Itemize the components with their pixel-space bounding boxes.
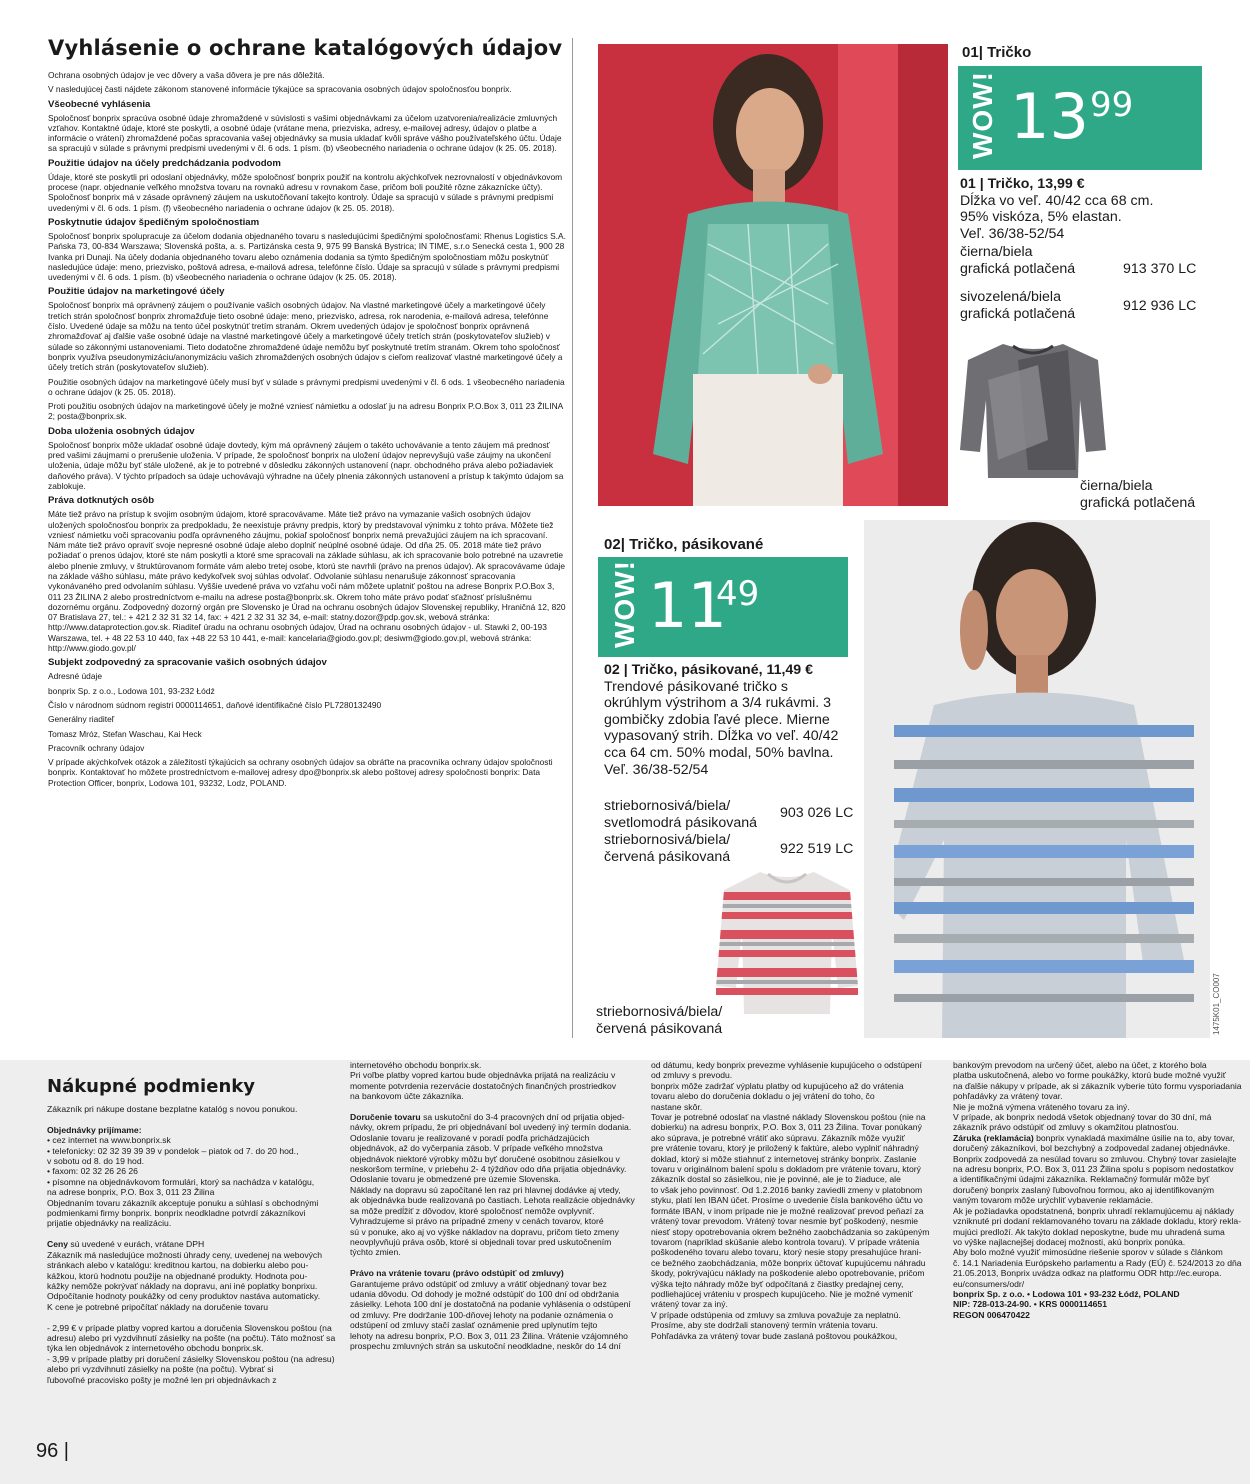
privacy-intro-1: Ochrana osobných údajov je vec dôvery a vaša dôvera je pre nás dôležitá.: [48, 70, 325, 80]
product2-description: [604, 662, 866, 778]
privacy-section-heading: Subjekt zodpovedný za spracovanie vašich osobných údajov: [48, 657, 327, 669]
product1-variant-2: [960, 289, 1100, 322]
product2-price-dec: 49: [716, 574, 760, 614]
product2-main-photo: [864, 520, 1210, 1038]
product1-price-badge: [958, 66, 1202, 170]
product1-number: 01: [962, 44, 979, 61]
privacy-paragraph: Adresné údaje: [48, 671, 103, 682]
wow-badge: WOW!: [967, 71, 998, 159]
privacy-paragraph: Pracovník ochrany údajov: [48, 742, 145, 753]
conditions-column-4: bankovým prevodom na určený účet, alebo na účet, z ktorého bola platba uskutočnená, alebo vo forme poukážky, ktorú bude možné využiť na ďalšie nákupy v prípade, ak si zákazník vyberie túto formu vysporiadania pohľadávky za vrátený tovar. Nie je možná výmena vráteného tovaru za iný. V prípade, ak bonprix nedodá všetok objednaný tovar do 30 dní, má zákazník právo odstúpiť od zmluvy s okamžitou platnosťou. Záruka (reklamácia) bonprix vynakladá maximálne úsilie na to, aby tovar, doručený zákazníkovi, bol bezchybný a zodpovedal zadanej objednávke. Bonprix zodpovedá za nesúlad tovaru so zmluvou. Chybný tovar zasielajte na adresu bonprix, P.O. Box 3, 011 23 Žilina spolu s popisom nedostatkov a identifikačnými údajmi zákazníka. Reklamačný formulár môže byť doručený bonprix zaslaný ľubovoľnou formou, ako aj identifikovaným vaným tovarom môže urýchliť vybavenie reklamácie. Ak je požiadavka opodstatnená, bonprix uhradí reklamujúcemu aj náklady vzniknuté pri dodaní reklamovaného tovaru na základe dokladu, ktorý rekla- mujúci predloží. Ak takýto doklad neposkytne, bude mu uhradená suma vo výške najlacnejšej dodacej možnosti, akú bonprix ponúka. Aby bolo možné využiť mimosúdne riešenie sporov v súlade s článkom č. 14.1 Nariadenia Európskeho parlamentu a Rady (EÚ) č. 524/2013 zo dňa 21.05.2013, Bonprix uvádza odkaz na platformu ODR http://ec.europa. eu/consumers/odr/ bonprix Sp. z o.o. • Lodowa 101 • 93-232 Łódź, POLAND NIP: 728-013-24-90. • KRS 0000114651 REGON 006470422: [953, 1060, 1242, 1320]
product1-name: Tričko: [987, 44, 1032, 61]
privacy-paragraph: Proti použitiu osobných údajov na marketingové účely je možné vzniesť námietku a odoslať ju na adresu Bonprix P.O.Box 3, 011 23 ŽILINA 2; posta@bonprix.sk.: [48, 401, 563, 422]
product2-thumbnail: [712, 868, 862, 1016]
product2-price-int: 11: [648, 569, 727, 642]
variant-pattern: grafická potlačená: [960, 260, 1076, 277]
privacy-paragraph: Máte tiež právo na prístup k svojim osobným údajom, ktoré spracovávame. Máte tiež právo na vymazanie vašich osobných údajov uložených spoločnosťou bonprix za predpokladu, že neexistuje právny predpis, ktorý by predstavoval výnimku z tohto práva. Môžete tiež vzniesť námietku voči spracovaniu podľa oprávneného záujmu, pokiaľ spoločnosť bonprix nemá prevažujúci záujem na ich spracovaní. Nám máte tiež právo opraviť svoje nepresné osobné údaje alebo doplniť neúplné osobné údaje. Od dňa 25. 05. 2018 máte tiež právo požiadať o prenos údajov, ktoré ste nám poskytli a ktoré sme spracovali na základe súhlasu, ak ich spracovanie bolo potrebné na uzavretie alebo plnenie zmluvy, v štruktúrovanom formáte vám alebo tretej osobe, ktorú ste navrhli (právo na prenos údajov). Ak spracovávame údaje na základe vášho súhlasu, máte právo kedykoľvek svoj súhlas odvolať. Odvolanie súhlasu nenarušuje zákonnosť spracovania vykonávaného pred odvolaním súhlasu. Vyššie uvedené práva vo vzťahu voči nám môžete uplatniť poštou na adrese Bonprix P.O.Box 3, 011 23 ŽILINA 2 alebo prostredníctvom e-mailu na adrese posta@bonprix.sk. Okrem toho máte právo podať sťažnosť príslušnému dozornému orgánu. Zodpovedný dozorný orgán pre Slovensko je Úrad na ochranu osobných údajov Slovenskej republiky, Hraničná 12, 820 07 Bratislava 27, tel.: + 421 2 32 31 32 14, fax: + 421 2 32 31 32 34, e-mail: statny.dozor@pdp.gov.sk, webová stránka: http://www.dataprotection.gov.sk. Riaditeľ úradu na ochranu osobných údajov, Úrad na ochranu osobných údajov - ul. Stawki 2, 00-193 Warszawa, tel. + 48 22 53 10 440, fax +48 22 53 10 441, e-mail: kancelaria@giodo.gov.pl; desiwm@giodo.gov.pl, webová stránka: http://www.giodo.gov.pl/: [48, 509, 566, 654]
privacy-paragraph: Spoločnosť bonprix spracúva osobné údaje zhromaždené v súvislosti s vašimi objednávkami za účelom uzatvorenia/realizácie zmluvných vzťahov. Kontaktné údaje, ktoré ste poskytli, a osobné údaje (vrátane mena, priezviska, adresy, e-mailovej adresy, údajov o platbe a informácie o vrátení) zhromaždené počas spracovania vašej objednávky sa musia ukladať kvôli správe vášho používateľského účtu. Údaje sa spracujú v súlade s právnymi predpismi uvedenými v čl. 6 ods. 1 písm. (b) všeobecného nariadenia o ochrane údajov (k 25. 05. 2018).: [48, 112, 562, 154]
product2-variant-1-code: 903 026 LC: [780, 805, 854, 821]
variant-color: čierna/biela: [960, 244, 1033, 260]
privacy-statement: [48, 36, 566, 792]
conditions-title: Nákupné podmienky: [47, 1076, 255, 1097]
product1-variant-1: [960, 244, 1100, 277]
privacy-sections: [48, 99, 566, 788]
column-divider: [572, 38, 573, 1038]
privacy-paragraph: Číslo v národnom súdnom registri 0000114651, daňové identifikačné číslo PL7280132490: [48, 699, 382, 710]
product2-thumb-caption: [596, 1004, 722, 1037]
privacy-paragraph: Generálny riaditeľ: [48, 714, 115, 725]
privacy-paragraph: V prípade akýchkoľvek otázok a záležitostí týkajúcich sa ochrany osobných údajov sa obráťte na pracovníka ochrany údajov spoločnosti bonprix. Kontaktovať ho môžete prostredníctvom e-mailovej adresy dpo@bonprix.sk alebo poštovej adresy spoločnosti bonprix: Data Protection Officer, bonprix, Lodowa 101, 93232, Lodz, POLAND.: [48, 757, 553, 788]
privacy-intro-2: V nasledujúcej časti nájdete zákonom stanovené informácie týkajúce sa spracovania osobných údajov spoločnosťou bonprix.: [48, 84, 512, 95]
product2-desc-line: okrúhlym výstrihom a 3/4 rukávmi. 3: [604, 695, 832, 712]
product1-price-dec: 99: [1090, 85, 1134, 125]
product2-desc-title: 02 | Tričko, pásikované, 11,49 €: [604, 662, 814, 678]
product1-heading: 01| Tričko: [962, 44, 1032, 61]
conditions-column-2: internetového obchodu bonprix.sk. Pri voľbe platby vopred kartou bude objednávka prijatá na realizáciu v momente potvrdenia rezervácie dostatočných finančných prostriedkov na bankovom účte zákazníka. Doručenie tovaru sa uskutoční do 3-4 pracovných dní od prijatia objed- návky, okrem prípadu, že pri objednávaní bol uvedený iný termín dodania. Odoslanie tovaru je realizované v poradí podľa prichádzajúcich objednávok, až do vyčerpania zásob. V prípade veľkého množstva objednávok niektoré výrobky môžu byť doručené osobitnou zásielkou v neskoršom termíne, v priebehu 2- 4 týždňov odo dňa prijatia objednávky. Odoslanie tovaru je obmedzené pre územie Slovenska. Náklady na dopravu sú započítané len raz pri hlavnej dodávke aj vtedy, ak objednávka bude realizovaná po častiach. Lehota realizácie objednávky sa môže predĺžiť z dôvodov, ktoré spoločnosť nemôže ovplyvniť. Vyhradzujeme si právo na prípadné zmeny v cenách tovarov, ktoré sú v ponuke, ako aj vo výške nákladov na dopravu, pričom tieto zmeny neovplyvňujú práva osôb, ktoré si objednali tovar pred uskutočnením týchto zmien. Právo na vrátenie tovaru (právo odstúpiť od zmluvy) Garantujeme právo odstúpiť od zmluvy a vrátiť objednaný tovar bez udania dôvodu. Od dohody je možné odstúpiť do 100 dní od obdržania zásielky. Lehota 100 dní je dostatočná na podanie vyhlásenia o odstúpení od zmluvy. Pre dodržanie 100-dňovej lehoty na podanie oznámenia o odstúpení od zmluvy stačí zaslať oznámenie pred uplynutím tejto lehoty na adresu bonprix, P.O. Box 3, 011 23 Žilina. Vrátenie vzájomného prospechu zmluvných strán sa uskutoční neodkladne, neskôr do 14 dní: [350, 1060, 635, 1351]
product2-name: Tričko, pásikované: [629, 536, 764, 553]
privacy-title: Vyhlásenie o ochrane katalógových údajov: [48, 36, 563, 60]
privacy-section-heading: Poskytnutie údajov špedičným spoločnostiam: [48, 216, 260, 228]
product2-desc-line: Veľ. 36/38-52/54: [604, 761, 709, 778]
privacy-paragraph: bonprix Sp. z o.o., Lodowa 101, 93-232 Łódź: [48, 685, 215, 696]
product1-desc-line: Veľ. 36/38-52/54: [960, 225, 1065, 242]
page-number: 96 |: [36, 1440, 70, 1462]
product2-variant-1: [604, 798, 780, 831]
product2-variant-2: [604, 832, 780, 865]
privacy-section-heading: Všeobecné vyhlásenia: [48, 98, 151, 110]
product1-desc-line: Dĺžka vo veľ. 40/42 cca 68 cm.: [960, 192, 1154, 209]
privacy-paragraph: Tomasz Mróz, Stefan Waschau, Kai Heck: [48, 728, 202, 739]
product2-desc-line: vypasovaný strih. Dĺžka vo veľ. 40/42: [604, 728, 839, 745]
product2-desc-line: Trendové pásikované tričko s: [604, 678, 789, 695]
product1-main-photo: [598, 44, 948, 506]
product2-desc-line: gombičky zdobia ľavé plece. Mierne: [604, 711, 830, 728]
privacy-paragraph: Spoločnosť bonprix má oprávnený záujem o používanie vašich osobných údajov. Na vlastné marketingové účely a marketingové účely tretích strán spoločnosť bonprix zhromažďuje tieto osobné údaje: meno, priezvisko, adresa, rok narodenia, e-mailová adresa, telefónne číslo. Uvedené údaje sa môžu na tento účel poskytnúť tretím stranám. Okrem uvedených údajov je spoločnosť bonprix oprávnená zhromažďovať aj ďalšie vaše osobné údaje na vlastné marketingové účely a marketingové účely tretích strán (poskytovateľov služieb) v súlade so zákonnými ustanoveniami. Tieto dodatočne zhromaždené údaje nemôžu byť poskytnuté tretím stranám. Okrem toho spoločnosť bonprix využíva pseudonymizáciu/anonymizáciu vašich zhromaždených osobných údajov s cieľom realizovať vlastné marketingové účely a účely tretích strán (poskytovateľov služieb).: [48, 300, 563, 373]
product2-heading: 02| Tričko, pásikované: [604, 536, 764, 553]
variant-color: striebornosivá/biela/: [604, 798, 731, 814]
privacy-paragraph: Údaje, ktoré ste poskytli pri odoslaní objednávky, môže spoločnosť bonprix použiť na kontrolu akýchkoľvek nezrovnalostí v objednávkovom procese (napr. objednanie veľkého množstva tovaru na rovnakú adresu v rovnakom čase, pričom boli použité rôzne zákaznícke účty). Spoločnosť bonprix má v zásade oprávnený záujem na uskutočňovaní takejto kontroly. Údaje sa spracujú v súlade s právnymi predpismi uvedenými v čl. 6 ods. 1 písm. (f) všeobecného nariadenia o ochrane údajov (k 25. 05. 2018).: [48, 171, 563, 213]
product2-desc-line: cca 64 cm. 50% modal, 50% bavlna.: [604, 744, 834, 761]
variant-pattern: svetlomodrá pásikovaná: [604, 814, 757, 831]
catalog-code: 1475K01_CO007: [1212, 973, 1221, 1035]
variant-pattern: červená pásikovaná: [604, 848, 731, 865]
conditions-column-1: Zákazník pri nákupe dostane bezplatne katalóg s novou ponukou. Objednávky prijímame: • cez internet na www.bonprix.sk • telefonicky: 02 32 39 39 39 v pondelok – piatok od 7. do 20 hod., v sobotu od 8. do 19 hod. • faxom: 02 32 26 26 26 • písomne na objednávkovom formulári, ktorý sa nachádza v katalógu, na adrese bonprix, P.O. Box 3, 011 23 Žilina Objednaním tovaru zákazník akceptuje ponuku a súhlasí s obchodnými podmienkami firmy bonprix. bonprix neodkladne potvrdí zákazníkovi prijatie objednávky na realizáciu. Ceny sú uvedené v eurách, vrátane DPH Zákazník má nasledujúce možnosti úhrady ceny, uvedenej na webových stránkach alebo v katalógu: kreditnou kartou, na dobierku alebo pou- kážkou, ktorú hodnotu použije na objednané produkty. Hodnota pou- kážky nemôže pokrývať náklady na dopravu, ani iné poplatky bonprixu. Odpočítanie hodnoty poukážky od ceny produktov nastáva automaticky. K cene je potrebné pripočítať náklady na doručenie tovaru - 2,99 € v prípade platby vopred kartou a doručenia Slovenskou poštou (na adresu) alebo pri vyzdvihnutí zásielky na pošte (na počtu). Táto možnosť sa týka len objednávok z internetového obchodu bonprix.sk. - 3,99 v prípade platby pri doručení zásielky Slovenskou poštou (na adresu) alebo pri vyzdvihnutí zásielky na pošte (na počtu). Vybrať si ľubovoľné pracovisko pošty je možné len pri objednávkach z: [47, 1104, 336, 1385]
variant-pattern: grafická potlačená: [960, 305, 1076, 322]
privacy-paragraph: Spoločnosť bonprix môže ukladať osobné údaje dovtedy, kým má oprávnený záujem o takéto uchovávanie a tento záujem má prednosť pred vašimi záujmami o prerušenie uloženia. V prípade, že spoločnosť bonprix na uložení údajov neprevyšujú vaše záujmy na ukončení uloženia, údaje môžu byť stále uložené, ak je to potrebné v dôsledku zákonných ustanovení (napr. obchodného práva alebo požiadaviek daňového práva). V týchto prípadoch sa údaje uchovávajú výhradne na účely plnenia zákonných ustanovení a prístup k takýmto údajom sa zablokuje.: [48, 439, 564, 491]
product1-description: [960, 176, 1235, 242]
thumb-caption-line: striebornosivá/biela/: [596, 1004, 723, 1020]
product1-desc-title: 01 | Tričko, 13,99 €: [960, 176, 1085, 192]
wow-badge: WOW!: [609, 560, 640, 648]
purchase-conditions: [0, 1060, 1250, 1484]
product2-price-badge: [598, 557, 848, 657]
variant-color: sivozelená/biela: [960, 289, 1061, 305]
product1-thumb-caption: [1080, 478, 1195, 511]
thumb-caption-line: grafická potlačená: [1080, 494, 1196, 511]
product2-number: 02: [604, 536, 621, 553]
product1-desc-line: 95% viskóza, 5% elastan.: [960, 209, 1122, 226]
product1-price-int: 13: [1010, 80, 1089, 153]
privacy-section-heading: Práva dotknutých osôb: [48, 495, 155, 507]
privacy-section-heading: Použitie údajov na účely predchádzania podvodom: [48, 157, 281, 169]
product2-variant-2-code: 922 519 LC: [780, 841, 854, 857]
product1-variant-1-code: 913 370 LC: [1123, 261, 1197, 277]
variant-color: striebornosivá/biela/: [604, 832, 731, 848]
product1-variant-2-code: 912 936 LC: [1123, 298, 1197, 314]
thumb-caption-line: čierna/biela: [1080, 478, 1153, 494]
privacy-section-heading: Doba uloženia osobných údajov: [48, 425, 195, 437]
conditions-column-3: od dátumu, kedy bonprix prevezme vyhlásenie kupujúceho o odstúpení od zmluvy s prevodu. bonprix môže zadržať výplatu platby od kupujúceho až do vrátenia tovaru alebo do doručenia dokladu o jej vrátení do toho, čo nastane skôr. Tovar je potrebné odoslať na vlastné náklady Slovenskou poštou (nie na dobierku) na adresu bonprix, P.O. Box 3, 011 23 Žilina. Tovar ponúkaný ako súprava, je potrebné vrátiť ako súpravu. Zákazník môže využiť pre vrátenie tovaru, ktorý je priložený k faktúre, alebo vyplniť náhradný doklad, ktorý si môže stiahnuť z internetovej stránky bonprix. Zaslanie tovaru v originálnom balení spolu s dokladom pre vrátenie tovaru, ktorý zákazník dostal so zásielkou, nie je povinné, ale je to žiaduce, ale to však jeho povinnosť. Od 1.2.2016 banky zaviedli zmeny v platobnom styku, platí len IBAN účet. Prosíme o uvedenie čísla bankového účtu vo formáte IBAN, v inom prípade nie je možné realizovať prevod peňazí za vrátený tovar prevodom. Vrátený tovar nesmie byť poškodený, nesmie niesť stopy opotrebovania okrem bežného zaobchádzania so zakúpeným tovarom (napríklad skúšanie alebo kontrola tovaru). V prípade vrátenia poškodeného tovaru alebo tovaru, ktorý nesie stopy presahujúce hrani- ce bežného zaobchádzania, môže bonprix účtovať kupujúcemu náhradu škody, pokrývajúcu náklady na poškodenie alebo opotrebovanie, pričom výška tejto náhrady môže byť odpočítaná z čiastky predajnej ceny, podliehajúcej vráteniu v prospech kupujúceho. Nie je možné vymeniť vrátený tovar za iný. V prípade odstúpenia od zmluvy sa zmluva považuje za neplatnú. Prosíme, aby ste dodržali stanovený termín vrátenia tovaru. Pohľadávka za vrátený tovar bude zaslaná poštovou poukážkou,: [651, 1060, 930, 1341]
privacy-paragraph: Použitie osobných údajov na marketingové účely musí byť v súlade s právnymi predpismi uvedenými v čl. 6 ods. 1 všeobecného nariadenia o ochrane údajov (k 25. 05. 2018).: [48, 376, 565, 397]
product1-thumbnail: [958, 340, 1108, 480]
thumb-caption-line: červená pásikovaná: [596, 1020, 723, 1037]
privacy-paragraph: Spoločnosť bonprix spolupracuje za účelom dodania objednaného tovaru s nasledujúcimi špedičnými spoločnosťami: Rhenus Logistics S.A. Pańska 73, 00-834 Warszawa; Slovenská pošta, a. s. Partizánska cesta 9, 975 99 Banská Bystrica; IN TIME, s.r.o Senecká cesta 1, 900 28 Ivanka pri Dunaji. Na účely dodania objednaného tovaru alebo oznámenia dodania sa týmto špedičným spoločnostiam môžu poskytnúť nasledujúce údaje: meno, priezvisko, poštová adresa, e-mailová adresa, telefónne číslo. Údaje sa spracujú v súlade s právnymi predpismi uvedenými v čl. 6 ods. 1 písm. (b) všeobecného nariadenia o ochrane údajov (k 25. 05. 2018).: [48, 230, 566, 283]
privacy-section-heading: Použitie údajov na marketingové účely: [48, 286, 225, 298]
